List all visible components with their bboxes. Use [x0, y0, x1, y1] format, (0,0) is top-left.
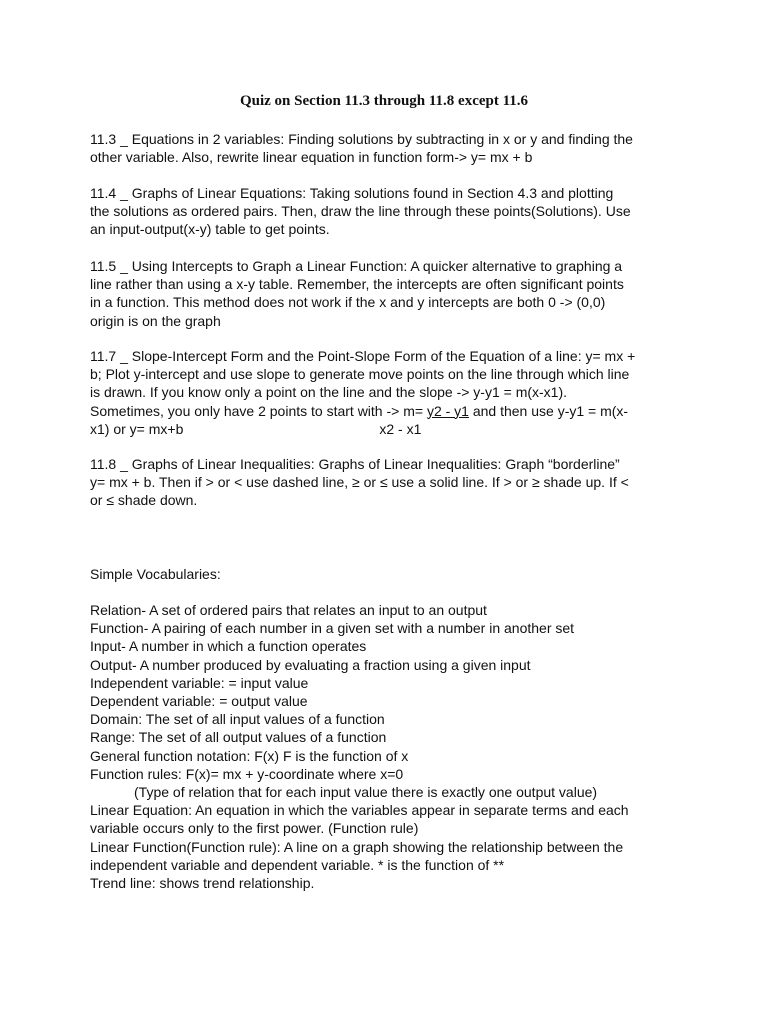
vocab-list — [90, 601, 690, 892]
text-segment: shade up. If < — [539, 474, 629, 491]
section-line: the solutions as ordered pairs. Then, draw the line through these points(Solutions). Use — [90, 203, 631, 220]
section-11-8 — [90, 455, 690, 510]
vocab-item: Function- A pairing of each number in a given set with a number in another set — [90, 620, 575, 637]
section-line: 11.5 _ Using Intercepts to Graph a Linear Function: A quicker alternative to graphing a — [90, 258, 623, 274]
vocab-item: Range: The set of all output values of a function — [90, 729, 387, 746]
vocab-item: General function notation: F(x) F is the function of x — [90, 747, 409, 764]
vocab-item: Linear Equation: An equation in which the variables appear in separate terms and each — [90, 802, 629, 819]
vocab-item: Trend line: shows trend relationship. — [90, 875, 315, 892]
section-line: b; Plot y-intercept and use slope to generate move points on the line through which line — [90, 366, 630, 383]
vocab-item: Linear Function(Function rule): A line on a graph showing the relationship between the — [90, 838, 624, 855]
vocab-item: Input- A number in which a function operates — [90, 638, 367, 655]
slope-numerator: y2 - y1 — [426, 402, 469, 419]
section-line: 11.7 _ Slope-Intercept Form and the Point-Slope Form of the Equation of a line: y= mx + — [90, 348, 636, 364]
vocab-item: independent variable and dependent variable. * is the function of ** — [90, 856, 505, 873]
text-segment: and then use y-y1 = m(x- — [468, 402, 629, 419]
section-line: an input-output(x-y) table to get points. — [90, 221, 330, 238]
ge-symbol: ≥ — [352, 474, 360, 491]
text-segment: shade down. — [114, 492, 198, 509]
text-segment: x1) or y= mx+b — [90, 420, 184, 437]
section-line — [90, 402, 690, 420]
page-title: Quiz on Section 11.3 through 11.8 except 11.6 — [239, 93, 529, 109]
section-line — [90, 491, 690, 509]
le-symbol: ≤ — [106, 492, 115, 509]
slope-denominator: x2 - x1 — [379, 420, 422, 437]
text-segment: or — [90, 492, 107, 509]
text-segment: Sometimes, you only have 2 points to start with -> m= — [90, 402, 427, 419]
section-11-7 — [90, 347, 690, 438]
section-line: is drawn. If you know only a point on the line and the slope -> y-y1 = m(x-x1). — [90, 384, 568, 401]
vocab-item: Dependent variable: = output value — [90, 693, 308, 710]
vocab-item: variable occurs only to the first power. (Function rule) — [90, 820, 419, 837]
text-segment: or — [359, 474, 380, 491]
section-line — [90, 420, 690, 438]
section-line: 11.3 _ Equations in 2 variables: Finding solutions by subtracting in x or y and finding the — [90, 131, 633, 147]
text-segment: use a solid line. If > or — [387, 474, 532, 491]
section-line: origin is on the graph — [90, 312, 221, 329]
section-11-5 — [90, 257, 690, 330]
vocab-heading: Simple Vocabularies: — [90, 566, 221, 582]
section-line: 11.4 _ Graphs of Linear Equations: Taking solutions found in Section 4.3 and plotting — [90, 185, 614, 201]
vocab-item: (Type of relation that for each input value there is exactly one output value) — [134, 784, 598, 801]
section-11-4 — [90, 184, 690, 239]
section-line: in a function. This method does not work if the x and y intercepts are both 0 -> (0,0) — [90, 294, 606, 311]
le-symbol: ≤ — [379, 474, 388, 491]
section-line: line rather than using a x-y table. Remember, the intercepts are often significant points — [90, 276, 624, 293]
vocab-item: Independent variable: = input value — [90, 674, 309, 691]
section-11-3 — [90, 130, 690, 166]
vocab-item: Relation- A set of ordered pairs that relates an input to an output — [90, 602, 487, 618]
ge-symbol: ≥ — [531, 474, 540, 491]
vocab-item: Function rules: F(x)= mx + y-coordinate where x=0 — [90, 765, 404, 782]
vocab-item: Output- A number produced by evaluating a fraction using a given input — [90, 656, 531, 673]
section-line: 11.8 _ Graphs of Linear Inequalities: Graphs of Linear Inequalities: Graph “borderline” — [90, 456, 620, 472]
section-line: other variable. Also, rewrite linear equation in function form-> y= mx + b — [90, 149, 533, 166]
section-line — [90, 473, 690, 491]
vocab-item: Domain: The set of all input values of a function — [90, 711, 385, 728]
text-segment: y= mx + b. Then if > or < use dashed line, — [90, 474, 353, 491]
